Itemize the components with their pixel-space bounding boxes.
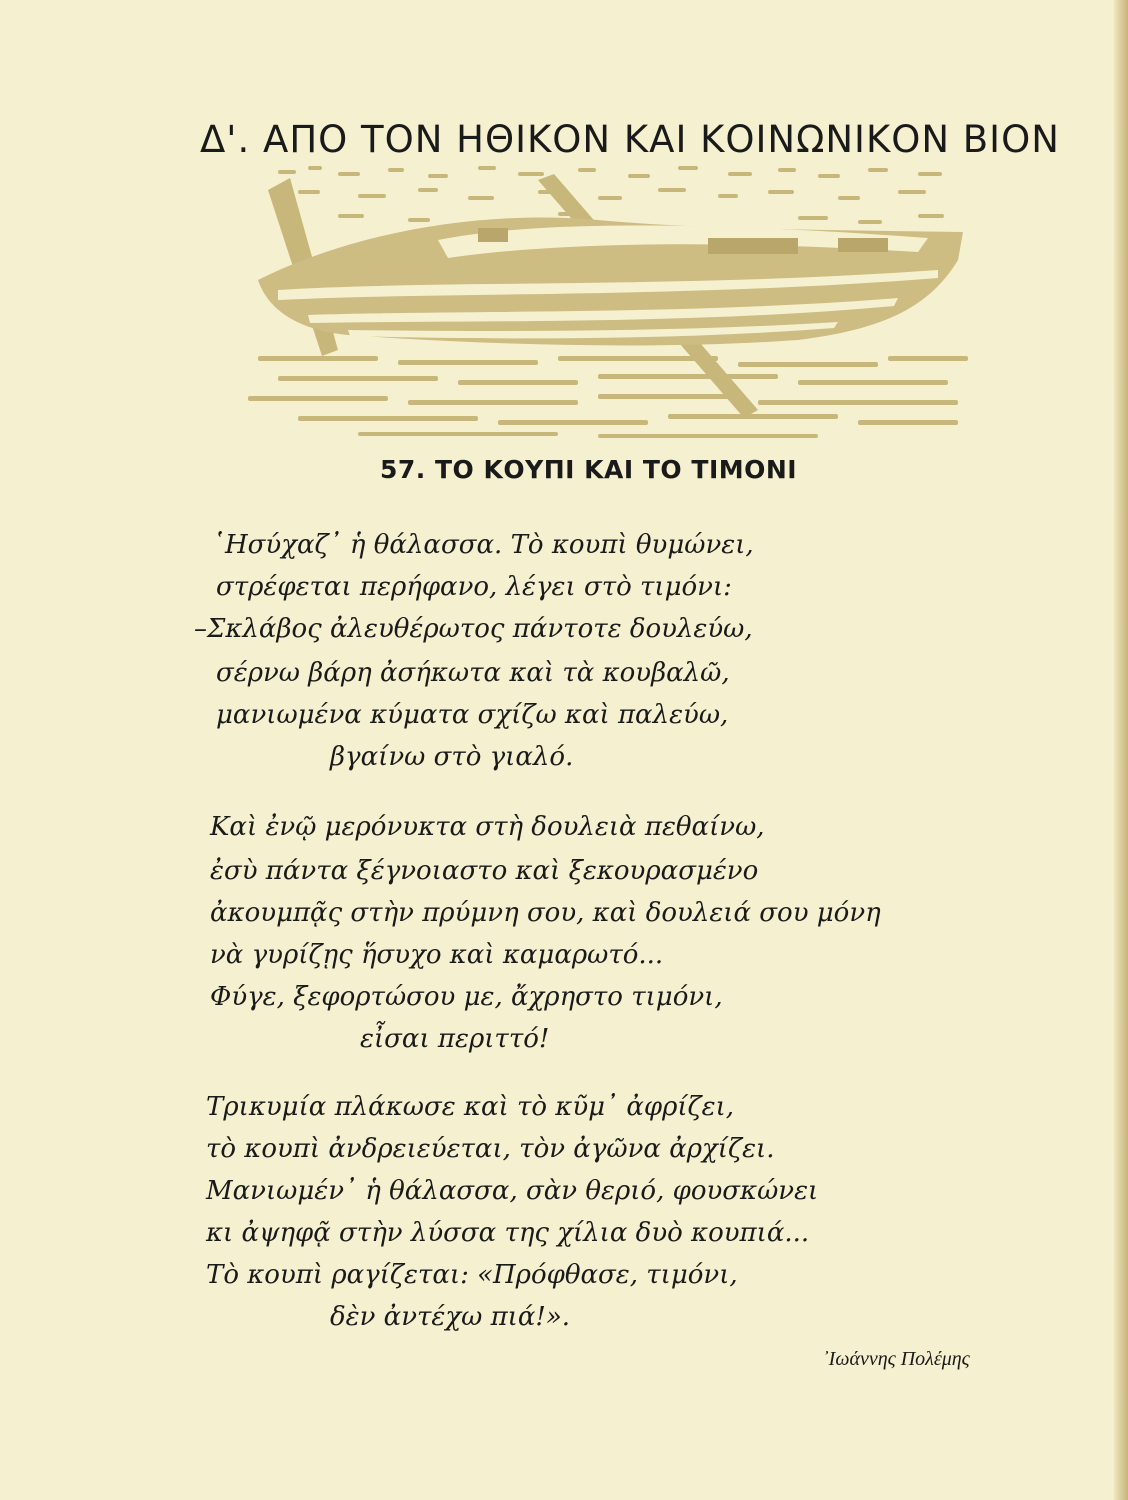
verse-line: εἶσαι περιττό!: [360, 1024, 550, 1054]
author-signature: ᾽Ιωάννης Πολέμης: [822, 1348, 970, 1370]
page-edge: [1114, 0, 1128, 1500]
verse-line: βγαίνω στὸ γιαλό.: [330, 742, 574, 772]
verse-line: Τρικυμία πλάκωσε καὶ τὸ κῦμ᾽ ἀφρίζει,: [206, 1092, 735, 1122]
verse-line: ῾Ησύχαζ᾽ ἡ θάλασσα. Τὸ κουπὶ θυμώνει,: [212, 530, 754, 560]
section-heading: Δ'. ΑΠΟ ΤΟΝ ΗΘΙΚΟΝ ΚΑΙ ΚΟΙΝΩΝΙΚΟΝ ΒΙΟΝ: [200, 118, 1060, 161]
verse-line: Καὶ ἐνῷ μερόνυκτα στὴ δουλειὰ πεθαίνω,: [210, 812, 765, 842]
verse-line: Τὸ κουπὶ ραγίζεται: «Πρόφθασε, τιμόνι,: [206, 1260, 738, 1290]
verse-line: δὲν ἀντέχω πιά!».: [330, 1302, 571, 1332]
verse-line: Μανιωμέν᾽ ἡ θάλασσα, σὰν θεριό, φουσκώνει: [206, 1176, 819, 1206]
verse-line: κι ἀψηφᾷ στὴν λύσσα της χίλια δυὸ κουπιά...: [206, 1218, 810, 1248]
verse-line: ἀκουμπᾷς στὴν πρύμνη σου, καὶ δουλειά σου μόνη: [210, 898, 881, 928]
verse-line: τὸ κουπὶ ἀνδρειεύεται, τὸν ἀγῶνα ἀρχίζει.: [206, 1134, 775, 1164]
water-lines-top: [278, 166, 944, 224]
verse-line: νὰ γυρίζῃς ἥσυχο καὶ καμαρωτό...: [210, 940, 664, 970]
water-lines-bottom: [248, 356, 968, 438]
verse-line: ἐσὺ πάντα ξέγνοιαστο καὶ ξεκουρασμένο: [210, 856, 759, 886]
verse-line: –Σκλάβος ἀλευθέρωτος πάντοτε δουλεύω,: [194, 614, 753, 644]
poem-title: 57. ΤΟ ΚΟΥΠΙ ΚΑΙ ΤΟ ΤΙΜΟΝΙ: [380, 455, 798, 484]
verse-line: στρέφεται περήφανο, λέγει στὸ τιμόνι:: [216, 572, 732, 602]
verse-line: σέρνω βάρη ἀσήκωτα καὶ τὰ κουβαλῶ,: [216, 658, 730, 688]
verse-line: Φύγε, ξεφορτώσου με, ἄχρηστο τιμόνι,: [210, 982, 723, 1012]
rowboat-illustration: [238, 160, 978, 440]
verse-line: μανιωμένα κύματα σχίζω καὶ παλεύω,: [216, 700, 729, 730]
